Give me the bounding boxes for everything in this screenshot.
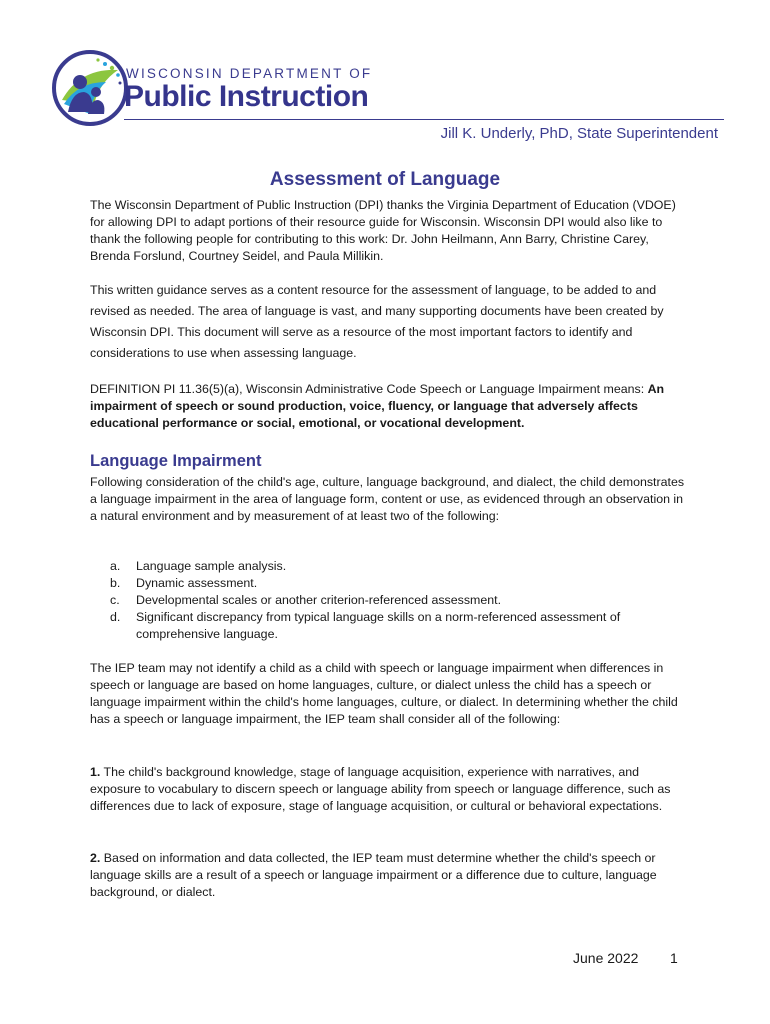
header-divider — [124, 119, 724, 120]
list-text: Significant discrepancy from typical language skills on a norm-referenced assessment of comprehensive language. — [136, 610, 621, 641]
section-intro-paragraph: Following consideration of the child's age, culture, language background, and dialect, the child demonstrates a language impairment in the area of language form, content or use, as evidenced through an observation in a natural environment and by measurement of at least two of the following: — [90, 475, 685, 523]
iep-paragraph: The IEP team may not identify a child as a child with speech or language impairment when differences in speech or language are based on home languages, culture, or dialect unless the child has a speech or language impairment within the child's home languages, culture, or dialect. In determining whether the child has a speech or language impairment, the IEP team shall consider all of the following: — [90, 661, 678, 726]
point-two-text: Based on information and data collected, the IEP team must determine whether the child's speech or language skills are a result of a speech or language impairment or a difference due to culture, language background, or dialect. — [90, 851, 657, 899]
point-one-paragraph — [90, 764, 690, 815]
agency-name-main: Public Instruction — [124, 80, 369, 113]
list-item — [110, 609, 680, 643]
point-two-paragraph — [90, 850, 690, 901]
footer-date: June 2022 — [573, 950, 639, 966]
list-text: Language sample analysis. — [136, 559, 287, 573]
definition-bold: An impairment of speech or sound production, voice, fluency, or language that adversely affects educational performance or social, emotional, or vocational development. — [90, 382, 665, 430]
list-marker: d. — [110, 610, 121, 624]
list-item — [110, 575, 680, 592]
agency-name-top: WISCONSIN DEPARTMENT OF — [126, 66, 373, 81]
point-two-number: 2. — [90, 851, 101, 865]
dpi-logo-icon — [50, 48, 130, 128]
point-one-text: The child's background knowledge, stage of language acquisition, experience with narratives, and exposure to vocabulary to discern speech or language ability from speech or language difference, such as differences due to lack of exposure, stage of language acquisition, or cultural or behavioral expectations. — [90, 765, 671, 813]
section-heading: Language Impairment — [90, 452, 262, 470]
list-item — [110, 592, 680, 609]
definition-paragraph — [90, 381, 690, 432]
point-one-number: 1. — [90, 765, 101, 779]
list-marker: b. — [110, 576, 121, 590]
intro-paragraph: The Wisconsin Department of Public Instruction (DPI) thanks the Virginia Department of Education (VDOE) for allowing DPI to adapt portions of their resource guide for Wisconsin. Wisconsin DPI would also like to thank the following people for contributing to this work: Dr. John Heilmann, Ann Barry, Christine Carey, Brenda Forslund, Courtney Seidel, and Paula Millikin. — [90, 198, 676, 263]
purpose-paragraph: This written guidance serves as a content resource for the assessment of language, to be added to and revised as needed. The area of language is vast, and many supporting documents have been created by Wisconsin DPI. This document will serve as a resource of the most important factors to identify and considerations to use when assessing language. — [90, 283, 664, 360]
definition-lead: DEFINITION PI 11.36(5)(a), Wisconsin Administrative Code Speech or Language Impairment means: — [90, 382, 648, 396]
page-number: 1 — [670, 950, 678, 966]
list-text: Dynamic assessment. — [136, 576, 258, 590]
document-title: Assessment of Language — [269, 169, 501, 190]
list-text: Developmental scales or another criterion-referenced assessment. — [136, 593, 502, 607]
list-item — [110, 558, 680, 575]
criteria-list — [110, 558, 680, 643]
superintendent-name: Jill K. Underly, PhD, State Superintendent — [440, 125, 718, 142]
list-marker: a. — [110, 559, 121, 573]
list-marker: c. — [110, 593, 120, 607]
